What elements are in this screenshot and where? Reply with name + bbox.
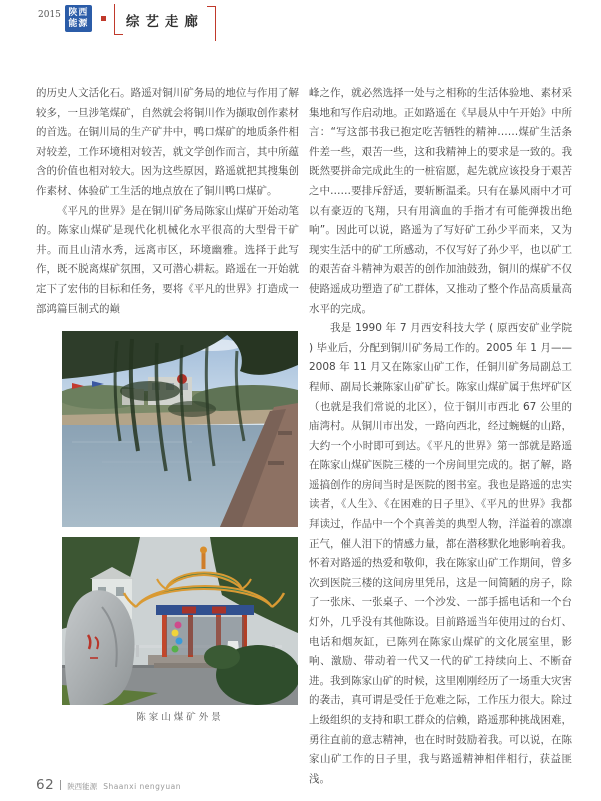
- red-dot-icon: [101, 16, 106, 21]
- photo-caption: 陈家山煤矿外景: [136, 712, 224, 723]
- right-text-column: [309, 84, 572, 789]
- pavilion-photo-illustration: [62, 537, 298, 705]
- journal-logo: [65, 5, 92, 32]
- river-photo-illustration: [62, 331, 298, 527]
- header-year: 2015: [38, 10, 61, 20]
- pavilion-photo: [62, 537, 298, 705]
- paragraph: 我是 1990 年 7 月西安科技大学 ( 原西安矿业学院 ) 毕业后，分配到铜川矿务局工作的。2005 年 1 月——2008 年 11 月又在陈家山矿工作，任铜川矿务局副总工程师、副局长兼陈家山矿矿长。陈家山煤矿属于焦坪矿区（也就是我们常说的北区），位于铜川市西北 67 公里的庙湾村。从铜川市出发，一路向西北，经过蜿蜒的山路，大约一个小时即可到达。《平凡的世界》第一部就是路遥在陈家山煤矿医院三楼的一个房间里完成的。据了解，路遥搞创作的房间当时是医院的图书室。我也是路遥的忠实读者，《人生》、《在困难的日子里》、《平凡的世界》我都拜读过，作品中一个个真善美的典型人物，洋溢着的凛凛正气，催人泪下的情感力量，都在潜移默化地影响着我。怀着对路遥的热爱和敬仰，我在陈家山矿工作期间，曾多次到医院三楼的这间房里凭吊，这是一间简陋的房子，除了一张床、一张桌子、一个沙发、一部手摇电话和一个台灯外，几乎没有其他陈设。目前路遥当年使用过的台灯、电话和烟灰缸，已陈列在陈家山煤矿的文化展室里，影响、激励、带动着一代又一代的矿工持续向上、不断奋进。我到陈家山矿的时候，这里刚刚经历了一场重大灾害的袭击，真可谓是受任于危难之际，工作压力很大。除过上级组织的支持和职工群众的信赖，路遥那种挑战困难，勇往直前的意志精神，也在时时鼓励着我。可以说，在陈家山矿工作的日子里，我与路遥精神相伴相行，获益匪浅。: [309, 322, 572, 785]
- section-label-text: 综艺走廊: [125, 14, 204, 30]
- footer-divider: [60, 780, 61, 790]
- page-header: [38, 5, 216, 35]
- river-scene-photo: [62, 331, 298, 527]
- bracket-right-icon: [207, 6, 216, 41]
- section-label: [114, 6, 216, 35]
- page-footer: [36, 777, 181, 793]
- journal-name-en: Shaanxi nengyuan: [103, 782, 181, 791]
- logo-line2: 能源: [68, 18, 89, 29]
- logo-line1: 陕西: [68, 7, 89, 18]
- page-number: 62: [36, 777, 55, 793]
- bracket-left-icon: [114, 4, 123, 35]
- journal-name-cn: 陕西能源: [67, 782, 98, 791]
- left-text-column: [36, 84, 299, 319]
- paragraph: 《平凡的世界》是在铜川矿务局陈家山煤矿开始动笔的。陈家山煤矿是现代化机械化水平很高的大型骨干矿井。而且山清水秀，远离市区，环境幽雅。选择于此写作，既不脱离煤矿氛围，又可潜心耕耘。路遥在一开始就定下了宏伟的目标和任务，要将《平凡的世界》打造成一部鸿篇巨制式的巅: [36, 204, 299, 315]
- paragraph: 峰之作，就必然选择一处与之相称的生活体验地、素材采集地和写作启动地。正如路遥在《早晨从中午开始》中所言：“写这部书我已抱定吃苦牺牲的精神……煤矿生活条件差一些，艰苦一些，这和我精神上的要求是一致的。我既然要拼命完成此生的一桩宿愿，起先就应该投身于艰苦之中……要排斥舒适，要斩断温柔。只有在暴风雨中才可以有豪迈的飞翔，只有用滴血的手指才有可能弹拨出绝响”。因此可以说，路遥为了写好矿工孙少平而来，又为现实生活中的矿工所感动，不仅写好了孙少平，也以矿工的艰苦奋斗精神为艰苦的创作加油鼓劲，铜川的煤矿不仅使路遥成功塑造了矿工群体，又推动了整个作品高质量高水平的完成。: [309, 87, 572, 315]
- paragraph: 的历史人文活化石。路遥对铜川矿务局的地位与作用了解较多，一旦涉笔煤矿，自然就会将铜川作为撷取创作素材的首选。在铜川局的生产矿井中，鸭口煤矿的地质条件相对较差，工作环境相对较苦，就文学创作而言，其中所蕴含的价值也相对较大。因为这些原因，路遥就把其搜集创作素材、体验矿工生活的地点放在了铜川鸭口煤矿。: [36, 87, 299, 197]
